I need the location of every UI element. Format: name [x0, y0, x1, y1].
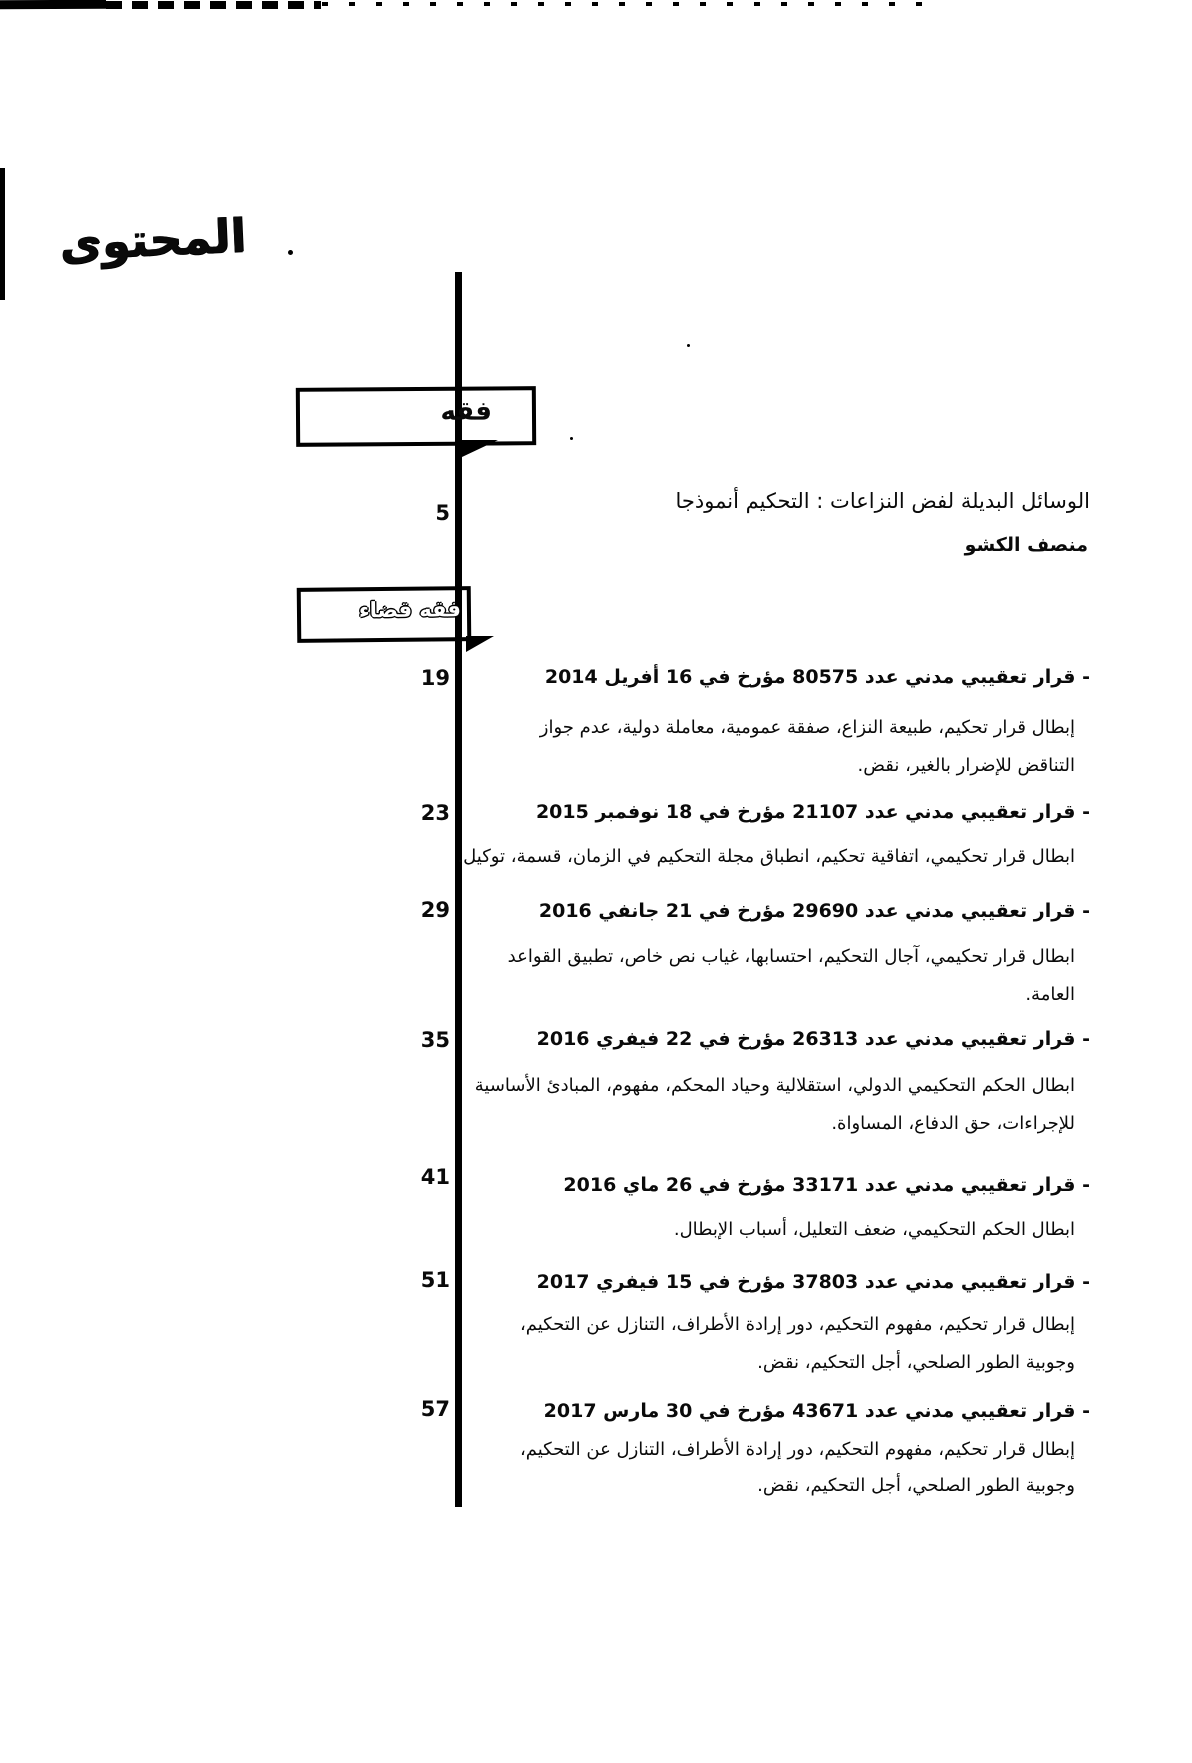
section-header-notch: [466, 636, 494, 652]
entry-page-number: 57: [420, 1397, 450, 1421]
entry-heading: - قرار تعقيبي مدني عدد 21107 مؤرخ في 18 نوفمبر 2015: [535, 801, 1090, 823]
scan-artifact-top-bar: [0, 0, 106, 9]
entry-page-number: 19: [420, 666, 450, 690]
entry-description-line: ابطال الحكم التحكيمي الدولي، استقلالية وحياد المحكم، مفهوم، المبادئ الأساسية: [474, 1075, 1075, 1096]
entry-heading: - قرار تعقيبي مدني عدد 33171 مؤرخ في 26 ماي 2016: [563, 1174, 1090, 1196]
article-author: منصف الكشو: [964, 534, 1088, 556]
entry-description-line: العامة.: [1025, 984, 1075, 1005]
entry-description-line: ابطال قرار تحكيمي، آجال التحكيم، احتسابها، غياب نص خاص، تطبيق القواعد: [507, 946, 1075, 967]
scan-artifact-top-dashes: [106, 1, 321, 9]
entry-heading: - قرار تعقيبي مدني عدد 29690 مؤرخ في 21 جانفي 2016: [538, 900, 1090, 922]
entry-description-line: ابطال قرار تحكيمي، اتفاقية تحكيم، انطباق مجلة التحكيم في الزمان، قسمة، توكيل.: [457, 846, 1075, 867]
section-header-doctrine: [296, 386, 536, 447]
entry-description-line: إبطال قرار تحكيم، طبيعة النزاع، صفقة عمومية، معاملة دولية، عدم جواز: [539, 717, 1075, 738]
section-header-notch: [462, 440, 498, 457]
vertical-rule: [455, 272, 462, 1507]
entry-heading: - قرار تعقيبي مدني عدد 26313 مؤرخ في 22 فيفري 2016: [536, 1028, 1090, 1050]
entry-description-line: وجوبية الطور الصلحي، أجل التحكيم، نقض.: [757, 1475, 1075, 1496]
scan-speck: [288, 250, 293, 255]
entry-heading: - قرار تعقيبي مدني عدد 37803 مؤرخ في 15 فيفري 2017: [536, 1271, 1090, 1293]
entry-heading: - قرار تعقيبي مدني عدد 43671 مؤرخ في 30 مارس 2017: [543, 1400, 1090, 1422]
entry-page-number: 35: [420, 1028, 450, 1052]
entry-heading: - قرار تعقيبي مدني عدد 80575 مؤرخ في 16 أفريل 2014: [544, 666, 1090, 688]
section-header-case-law: [297, 586, 472, 643]
journal-masthead-logo: المحتوى: [58, 208, 248, 271]
entry-page-number: 41: [420, 1165, 450, 1189]
scan-speck: [687, 344, 690, 347]
section-header-doctrine-label: فقه: [440, 396, 493, 427]
entry-description-line: إبطال قرار تحكيم، مفهوم التحكيم، دور إرادة الأطراف، التنازل عن التحكيم،: [519, 1314, 1075, 1335]
entry-page-number: 23: [420, 801, 450, 825]
scan-artifact-top-dots: [322, 2, 934, 6]
article-page-number: 5: [435, 501, 450, 525]
scan-speck: [570, 437, 573, 440]
entry-description-line: إبطال قرار تحكيم، مفهوم التحكيم، دور إرادة الأطراف، التنازل عن التحكيم،: [519, 1439, 1075, 1460]
section-header-case-law-label: فقه قضاء: [358, 597, 462, 623]
entry-description-line: للإجراءات، حق الدفاع، المساواة.: [831, 1113, 1075, 1134]
entry-page-number: 29: [420, 898, 450, 922]
entry-description-line: وجوبية الطور الصلحي، أجل التحكيم، نقض.: [757, 1352, 1075, 1373]
entry-description-line: ابطال الحكم التحكيمي، ضعف التعليل، أسباب الإبطال.: [673, 1219, 1075, 1240]
scan-artifact-left-edge: [0, 168, 5, 300]
entry-description-line: التناقض للإضرار بالغير، نقض.: [857, 755, 1075, 776]
article-title: الوسائل البديلة لفض النزاعات : التحكيم أنموذجا: [675, 489, 1090, 513]
entry-page-number: 51: [420, 1268, 450, 1292]
